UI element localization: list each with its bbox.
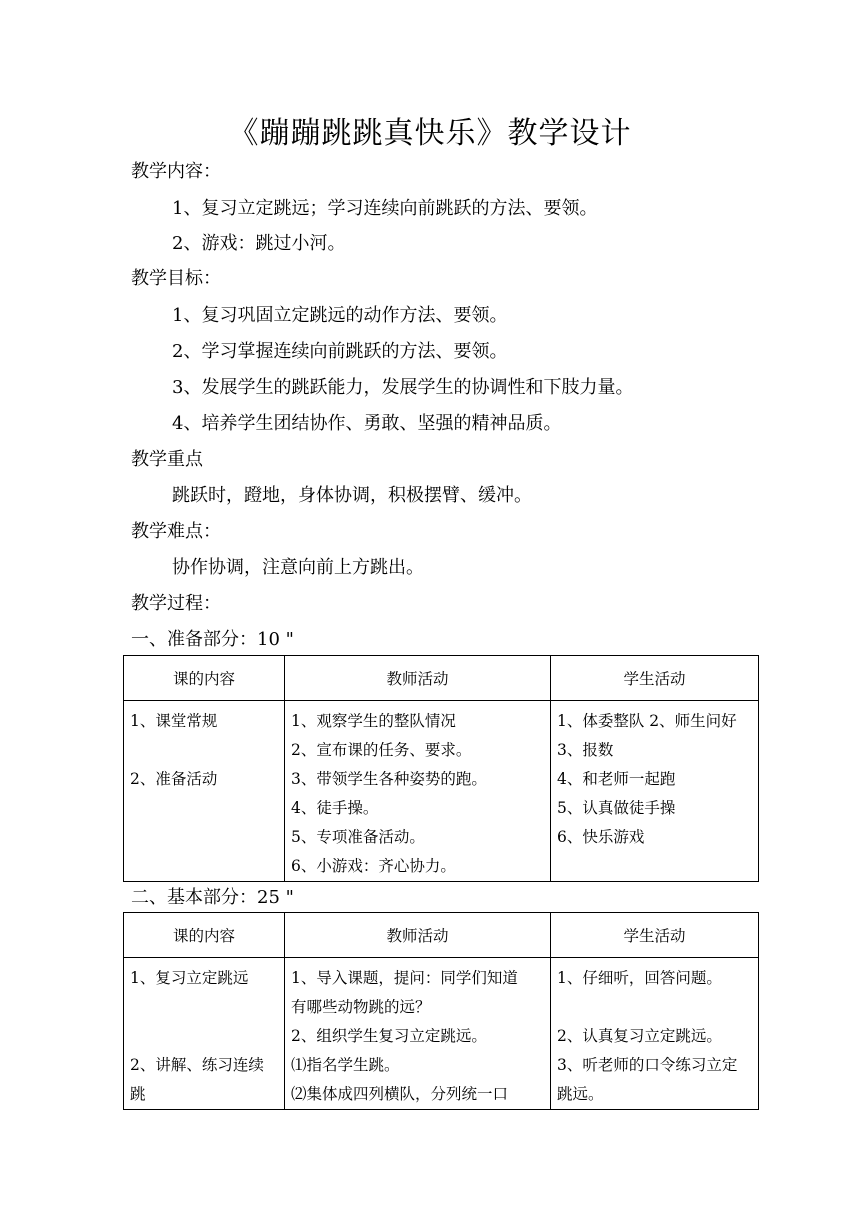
header-teacher: 教师活动 — [285, 913, 551, 958]
document-title: 《蹦蹦跳跳真快乐》教学设计 — [228, 116, 632, 151]
process-heading: 教学过程： — [131, 593, 221, 614]
cell-line: 1、体委整队 2、师生问好 — [557, 712, 737, 730]
key-heading: 教学重点 — [131, 449, 203, 470]
teacher-cell — [285, 701, 551, 882]
goal-item: 2、学习掌握连续向前跳跃的方法、要领。 — [172, 341, 508, 362]
cell-line: 3、报数 — [557, 741, 614, 759]
goals-heading: 教学目标： — [131, 268, 221, 289]
cell-line: 5、专项准备活动。 — [291, 828, 425, 846]
cell-line: 5、认真做徒手操 — [557, 799, 676, 817]
table-header-row — [124, 913, 759, 958]
content-cell — [124, 958, 285, 1110]
content-heading: 教学内容： — [131, 161, 221, 182]
cell-line: 4、徒手操。 — [291, 799, 379, 817]
cell-line: 3、听老师的口令练习立定 — [557, 1056, 738, 1074]
cell-line: 1、课堂常规 — [130, 712, 218, 730]
content-cell — [124, 701, 285, 882]
student-cell — [551, 701, 759, 882]
cell-line: 1、观察学生的整队情况 — [291, 712, 456, 730]
header-student: 学生活动 — [551, 656, 759, 701]
table-header-row — [124, 656, 759, 701]
content-item: 1、复习立定跳远；学习连续向前跳跃的方法、要领。 — [172, 198, 598, 219]
table-row — [124, 958, 759, 1110]
cell-line: ⑵集体成四列横队，分列统一口 — [291, 1085, 509, 1103]
header-content: 课的内容 — [124, 913, 285, 958]
content-item: 2、游戏：跳过小河。 — [172, 233, 346, 254]
cell-line: 跳 — [130, 1085, 146, 1103]
part1-table — [123, 655, 759, 882]
header-teacher: 教师活动 — [285, 656, 551, 701]
cell-line: 3、带领学生各种姿势的跑。 — [291, 770, 487, 788]
cell-line: 4、和老师一起跑 — [557, 770, 676, 788]
student-cell — [551, 958, 759, 1110]
cell-line: 1、仔细听，回答问题。 — [557, 969, 722, 987]
part2-heading: 二、基本部分：25 " — [131, 887, 294, 908]
cell-line: 1、导入课题，提问：同学们知道 — [291, 969, 518, 987]
cell-line: 1、复习立定跳远 — [130, 969, 249, 987]
teacher-cell — [285, 958, 551, 1110]
key-text: 跳跃时，蹬地，身体协调，积极摆臂、缓冲。 — [172, 485, 532, 506]
part2-table — [123, 912, 759, 1110]
cell-line: 2、宣布课的任务、要求。 — [291, 741, 472, 759]
cell-line: 6、小游戏：齐心协力。 — [291, 857, 456, 875]
cell-line: 2、认真复习立定跳远。 — [557, 1027, 722, 1045]
cell-line: ⑴指名学生跳。 — [291, 1056, 400, 1074]
cell-line: 2、组织学生复习立定跳远。 — [291, 1027, 487, 1045]
cell-line: 2、准备活动 — [130, 770, 218, 788]
cell-line: 有哪些动物跳的远？ — [291, 998, 431, 1016]
cell-line: 跳远。 — [557, 1085, 604, 1103]
cell-line: 2、讲解、练习连续 — [130, 1056, 264, 1074]
difficulty-heading: 教学难点： — [131, 521, 221, 542]
part1-heading: 一、准备部分：10 " — [131, 629, 294, 650]
goal-item: 1、复习巩固立定跳远的动作方法、要领。 — [172, 305, 508, 326]
cell-line: 6、快乐游戏 — [557, 828, 645, 846]
goal-item: 3、发展学生的跳跃能力，发展学生的协调性和下肢力量。 — [172, 377, 634, 398]
table-row — [124, 701, 759, 882]
header-student: 学生活动 — [551, 913, 759, 958]
goal-item: 4、培养学生团结协作、勇敢、坚强的精神品质。 — [172, 413, 562, 434]
difficulty-text: 协作协调，注意向前上方跳出。 — [172, 557, 424, 578]
header-content: 课的内容 — [124, 656, 285, 701]
